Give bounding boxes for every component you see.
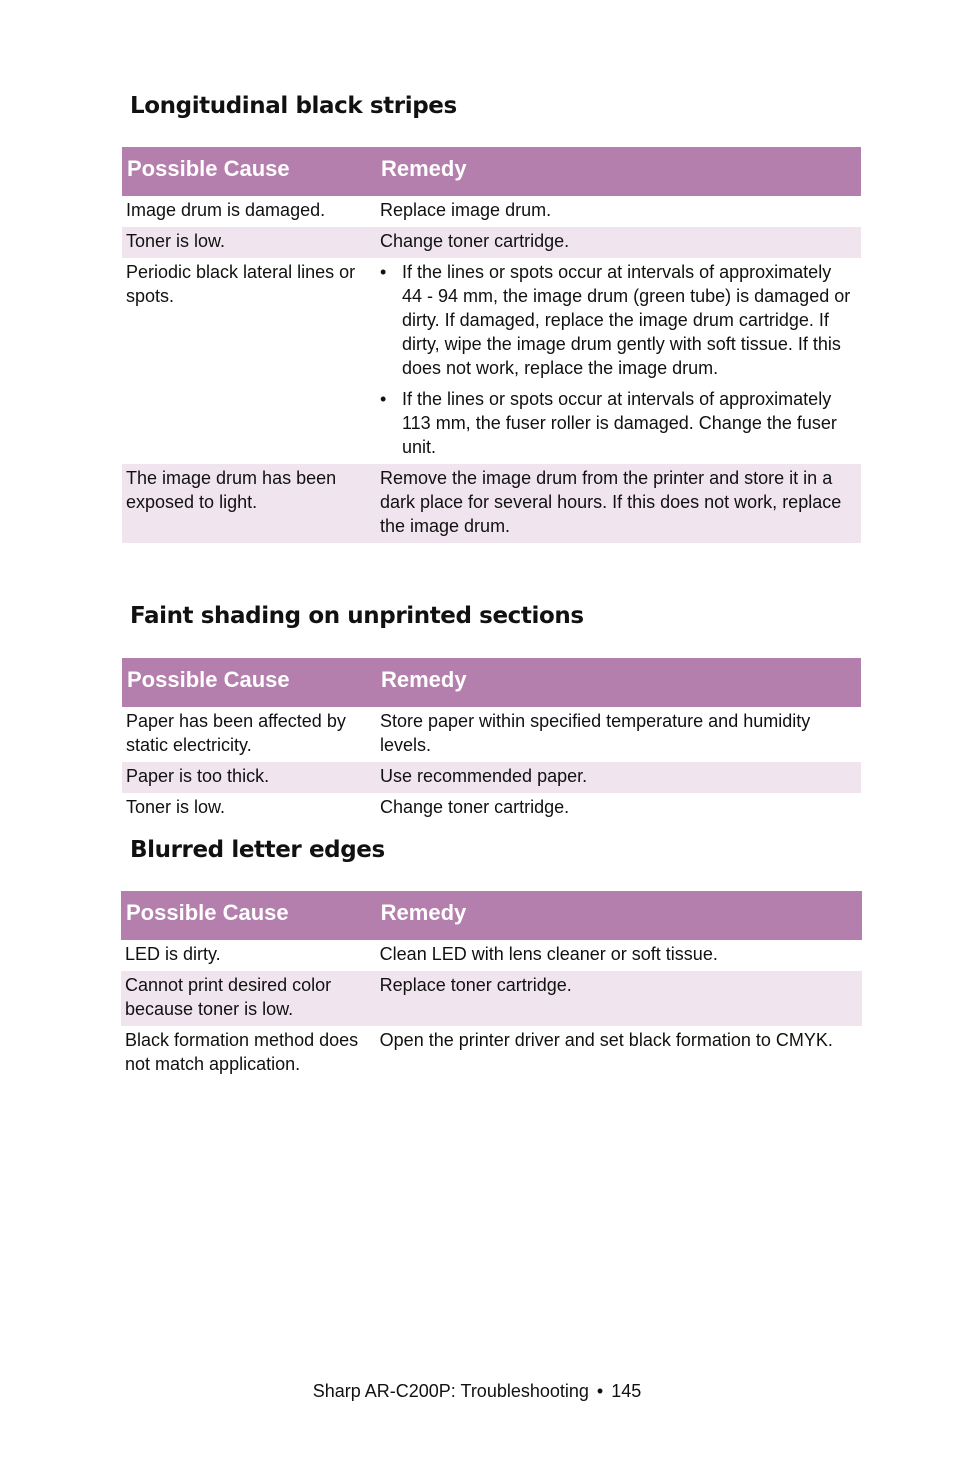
- cause-cell: Periodic black lateral lines or spots.: [126, 262, 356, 306]
- table-row: [121, 971, 862, 1026]
- table-row: [122, 227, 861, 258]
- footer-title: Sharp AR-C200P: Troubleshooting: [312, 1381, 589, 1401]
- table-header-row: [122, 147, 861, 196]
- remedy-cell: Remove the image drum from the printer and store it in a dark place for several hours. If this does not work, replace the image drum.: [376, 464, 861, 543]
- section-title-blurred-letter-edges: Blurred letter edges: [130, 837, 385, 863]
- table-row: [122, 196, 861, 227]
- header-possible-cause: Possible Cause: [122, 147, 376, 196]
- remedy-cell: Change toner cartridge.: [376, 227, 861, 258]
- page-number: 145: [611, 1381, 642, 1401]
- cause-cell: Toner is low.: [122, 227, 376, 258]
- table-row: [121, 1026, 862, 1081]
- header-possible-cause: Possible Cause: [121, 891, 376, 940]
- troubleshooting-table-longitudinal-black-stripes: [122, 147, 861, 543]
- table-row: [121, 940, 862, 971]
- table-row: [122, 707, 861, 762]
- footer-separator: •: [596, 1381, 604, 1401]
- remedy-cell: Use recommended paper.: [376, 762, 861, 793]
- table-header-row: [121, 891, 862, 940]
- cause-cell: Cannot print desired color because toner is low.: [121, 971, 376, 1026]
- remedy-cell: [376, 258, 861, 464]
- troubleshooting-table-faint-shading: [122, 658, 861, 824]
- cause-cell: Image drum is damaged.: [126, 200, 326, 220]
- remedy-cell: Replace toner cartridge.: [376, 971, 862, 1026]
- table-header-row: [122, 658, 861, 707]
- table-row: [122, 762, 861, 793]
- remedy-cell: Replace image drum.: [380, 200, 552, 220]
- cause-cell: The image drum has been exposed to light.: [122, 464, 376, 543]
- cause-cell: Paper has been affected by static electricity.: [126, 711, 346, 755]
- section-title-longitudinal-black-stripes: Longitudinal black stripes: [130, 93, 457, 119]
- table-row: [122, 793, 861, 824]
- troubleshooting-table-blurred-letter-edges: [121, 891, 862, 1081]
- remedy-cell: Clean LED with lens cleaner or soft tissue.: [379, 944, 718, 964]
- remedy-bullet-list: [380, 260, 853, 459]
- cause-cell: LED is dirty.: [125, 944, 221, 964]
- cause-cell: Toner is low.: [126, 797, 226, 817]
- table-row: [122, 258, 861, 464]
- header-possible-cause: Possible Cause: [122, 658, 376, 707]
- page-footer: [0, 1381, 954, 1402]
- remedy-cell: Store paper within specified temperature and humidity levels.: [380, 711, 811, 755]
- remedy-bullet-item: • If the lines or spots occur at intervals of approximately 113 mm, the fuser roller is damaged. Change the fuser unit.: [380, 387, 853, 459]
- section-title-faint-shading: Faint shading on unprinted sections: [130, 603, 584, 629]
- cause-cell: Black formation method does not match application.: [125, 1030, 359, 1074]
- remedy-cell: Open the printer driver and set black formation to CMYK.: [379, 1030, 833, 1050]
- header-remedy: Remedy: [376, 658, 861, 707]
- header-remedy: Remedy: [376, 147, 861, 196]
- remedy-cell: Change toner cartridge.: [380, 797, 570, 817]
- remedy-bullet-item: • If the lines or spots occur at intervals of approximately 44 - 94 mm, the image drum (green tube) is damaged or dirty. If damaged, replace the image drum cartridge. If dirty, wipe the image drum gently with soft tissue. If this does not work, replace the image drum.: [380, 260, 853, 380]
- cause-cell: Paper is too thick.: [122, 762, 376, 793]
- header-remedy: Remedy: [376, 891, 862, 940]
- table-row: [122, 464, 861, 543]
